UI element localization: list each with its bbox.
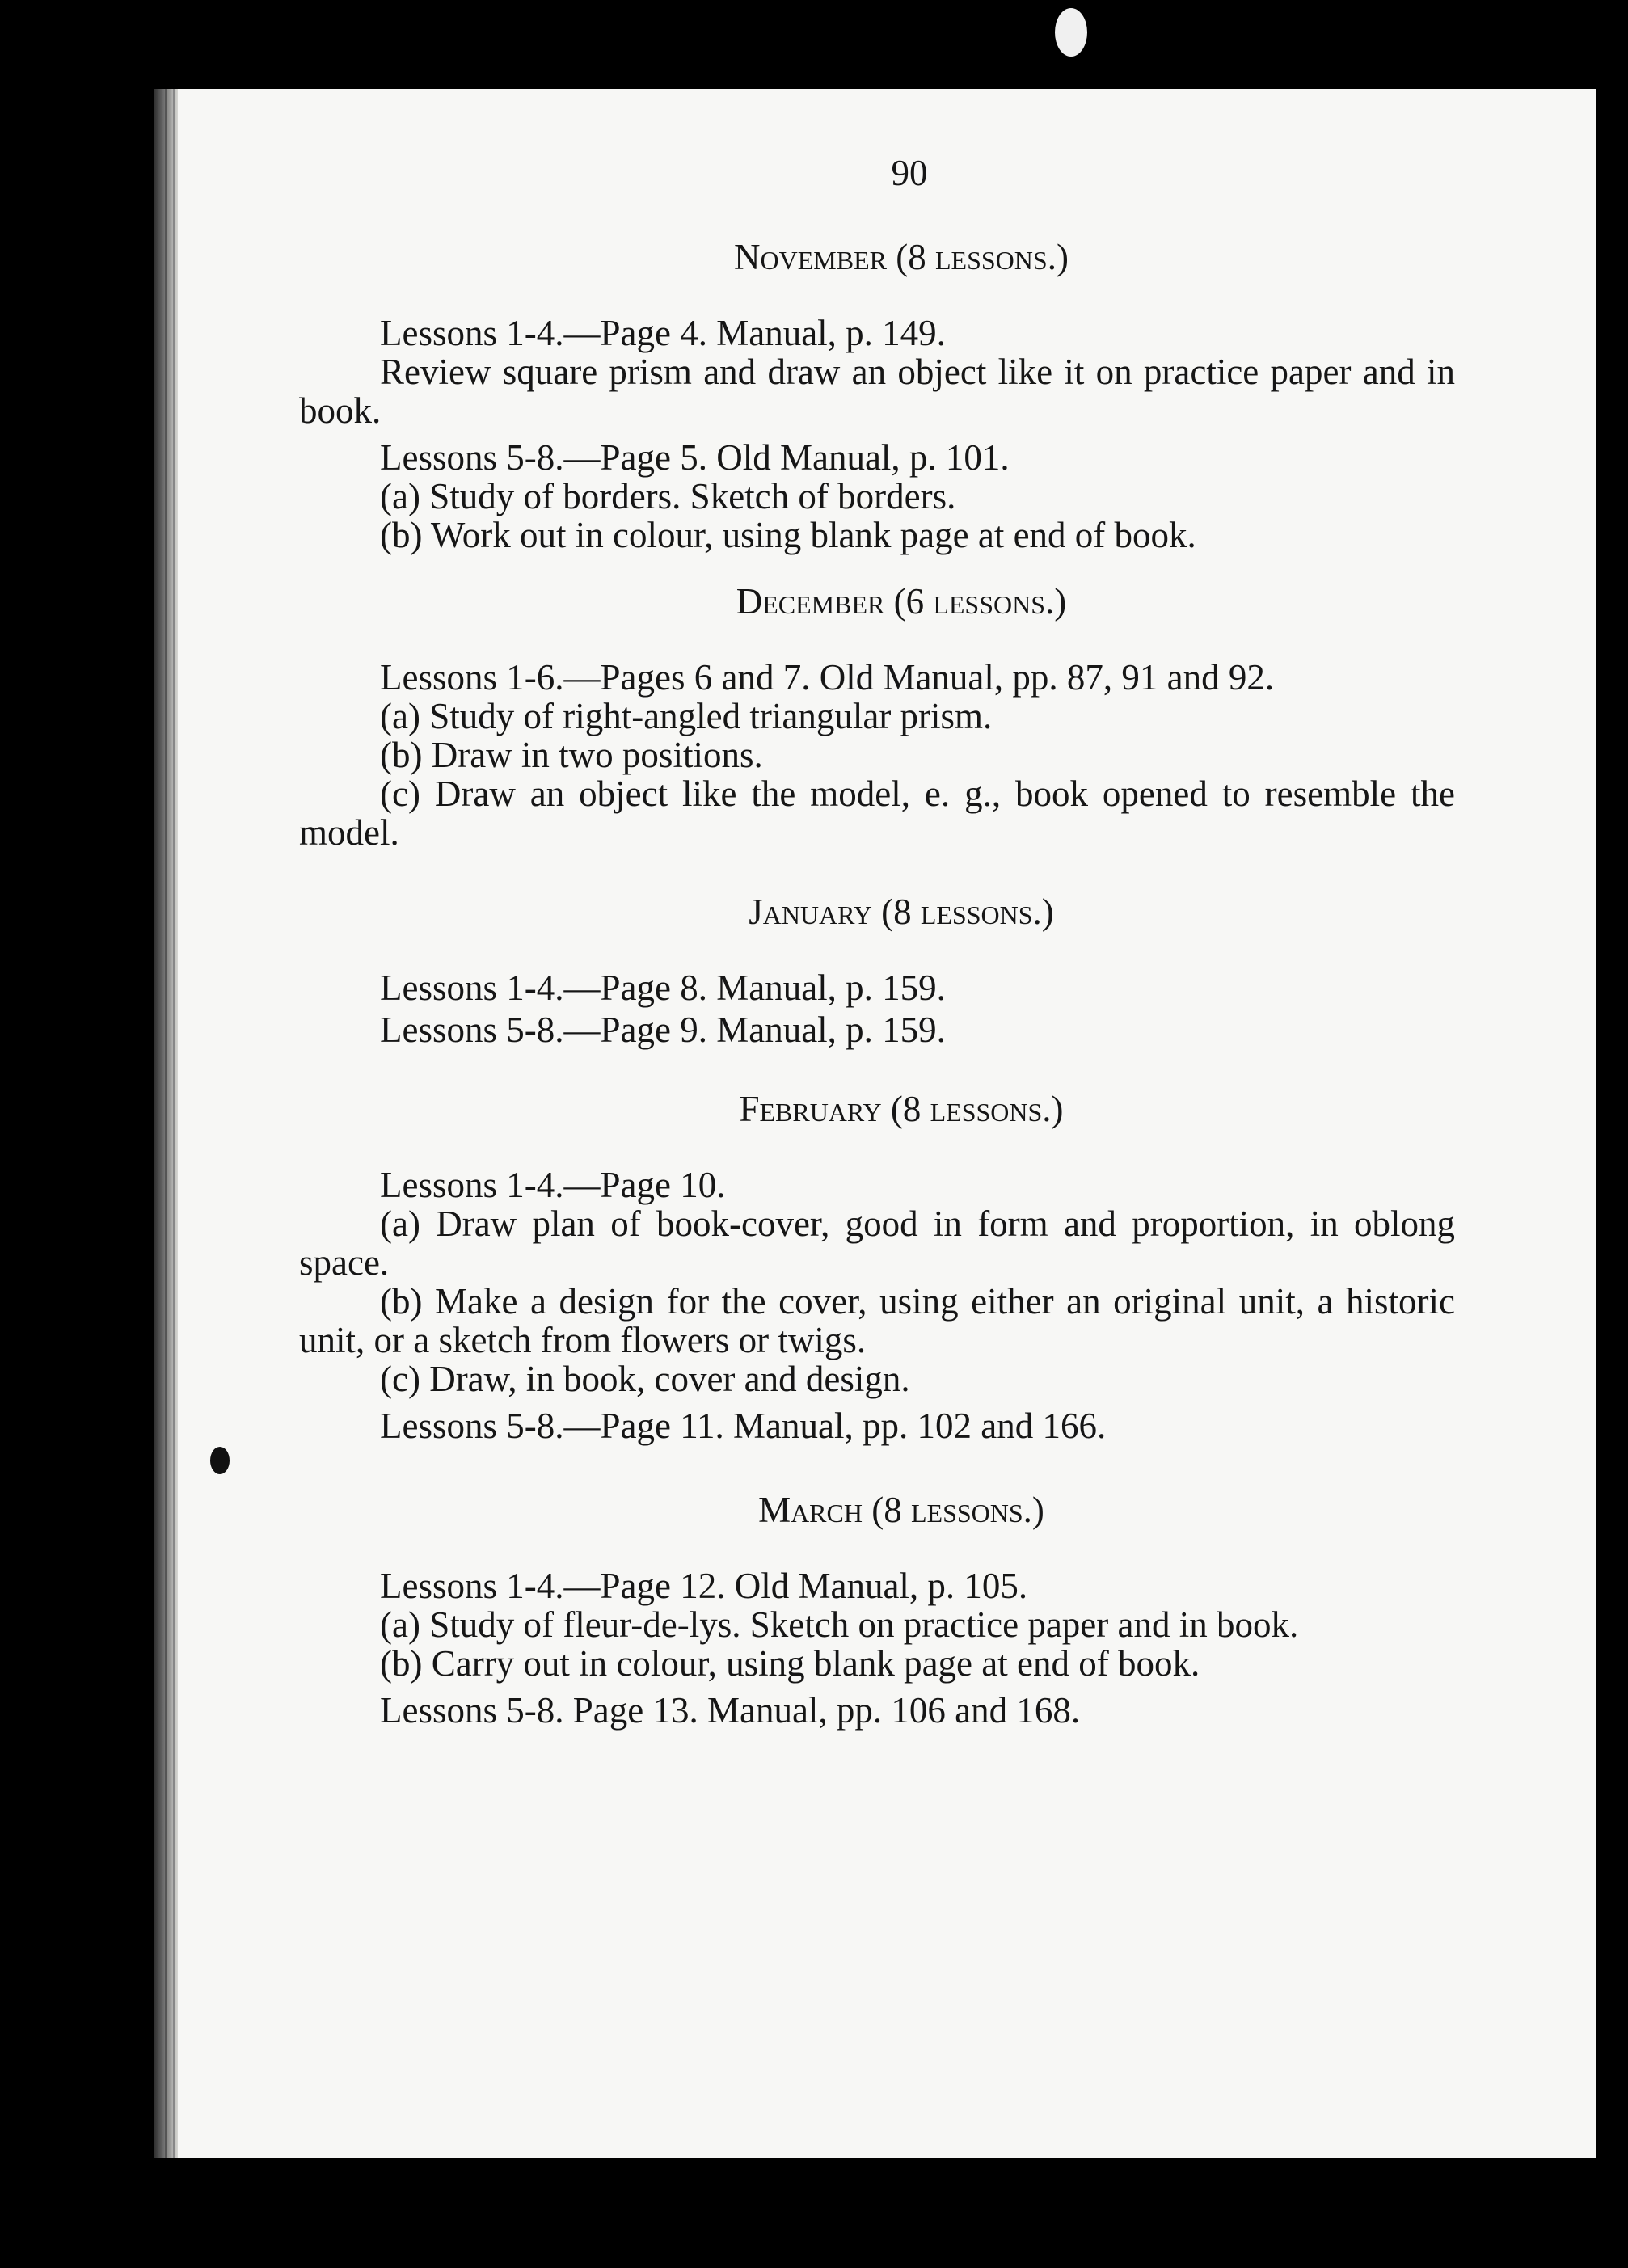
month-name: December <box>736 581 885 622</box>
lesson-item: (a) Draw plan of book-cover, good in form and proportion, in oblong space. <box>299 1204 1455 1283</box>
lesson-line: Lessons 1-4.—Page 4. Manual, p. 149. <box>380 313 946 353</box>
month-name: February <box>739 1089 882 1129</box>
lesson-item: (b) Make a design for the cover, using either an original unit, a historic unit, or a sketch from flowers or twigs. <box>299 1281 1455 1360</box>
lesson-item: (a) Study of right-angled triangular prism. <box>380 696 993 736</box>
lesson-line: Lessons 1-6.—Pages 6 and 7. Old Manual, pp. 87, 91 and 92. <box>380 657 1275 698</box>
month-heading <box>299 582 1455 621</box>
lesson-line: Lessons 1-4.—Page 8. Manual, p. 159. <box>380 967 946 1008</box>
lesson-item: (c) Draw, in book, cover and design. <box>380 1359 910 1399</box>
lesson-line: Lessons 1-4.—Page 10. <box>380 1165 726 1205</box>
lesson-item: (c) Draw an object like the model, e. g., book opened to resemble the model. <box>299 774 1455 853</box>
lesson-item: (b) Draw in two positions. <box>380 735 763 775</box>
lesson-item: (b) Work out in colour, using blank page at end of book. <box>380 515 1196 555</box>
lessons-count: (8 lessons.) <box>881 892 1054 932</box>
month-heading <box>299 1090 1455 1128</box>
paper-speck <box>1055 8 1087 57</box>
lesson-line: Lessons 5-8.—Page 11. Manual, pp. 102 and 166. <box>380 1406 1107 1446</box>
page-number: 90 <box>891 153 928 193</box>
lesson-line: Lessons 5-8.—Page 9. Manual, p. 159. <box>380 1010 946 1050</box>
month-heading <box>299 1490 1455 1529</box>
page-text <box>299 154 1455 1730</box>
lesson-item: (a) Study of fleur-de-lys. Sketch on practice paper and in book. <box>380 1604 1299 1645</box>
lesson-line: Lessons 1-4.—Page 12. Old Manual, p. 105. <box>380 1566 1028 1606</box>
month-name: March <box>758 1490 863 1530</box>
month-heading <box>299 892 1455 931</box>
month-heading <box>299 238 1455 276</box>
month-name: November <box>734 237 887 277</box>
lessons-count: (8 lessons.) <box>871 1490 1044 1530</box>
lesson-paragraph: Review square prism and draw an object like it on practice paper and in book. <box>299 352 1455 431</box>
spine-edge-line <box>173 89 175 2158</box>
lessons-count: (6 lessons.) <box>893 581 1067 622</box>
ink-blot <box>210 1447 230 1474</box>
lesson-item: (b) Carry out in colour, using blank page at end of book. <box>380 1643 1200 1684</box>
month-name: January <box>749 892 872 932</box>
spine-edge-line <box>165 89 167 2158</box>
lessons-count: (8 lessons.) <box>896 237 1069 277</box>
lesson-line: Lessons 5-8.—Page 5. Old Manual, p. 101. <box>380 437 1010 478</box>
lesson-item: (a) Study of borders. Sketch of borders. <box>380 476 956 516</box>
lessons-count: (8 lessons.) <box>890 1089 1064 1129</box>
lesson-line: Lessons 5-8. Page 13. Manual, pp. 106 and 168. <box>380 1690 1081 1731</box>
